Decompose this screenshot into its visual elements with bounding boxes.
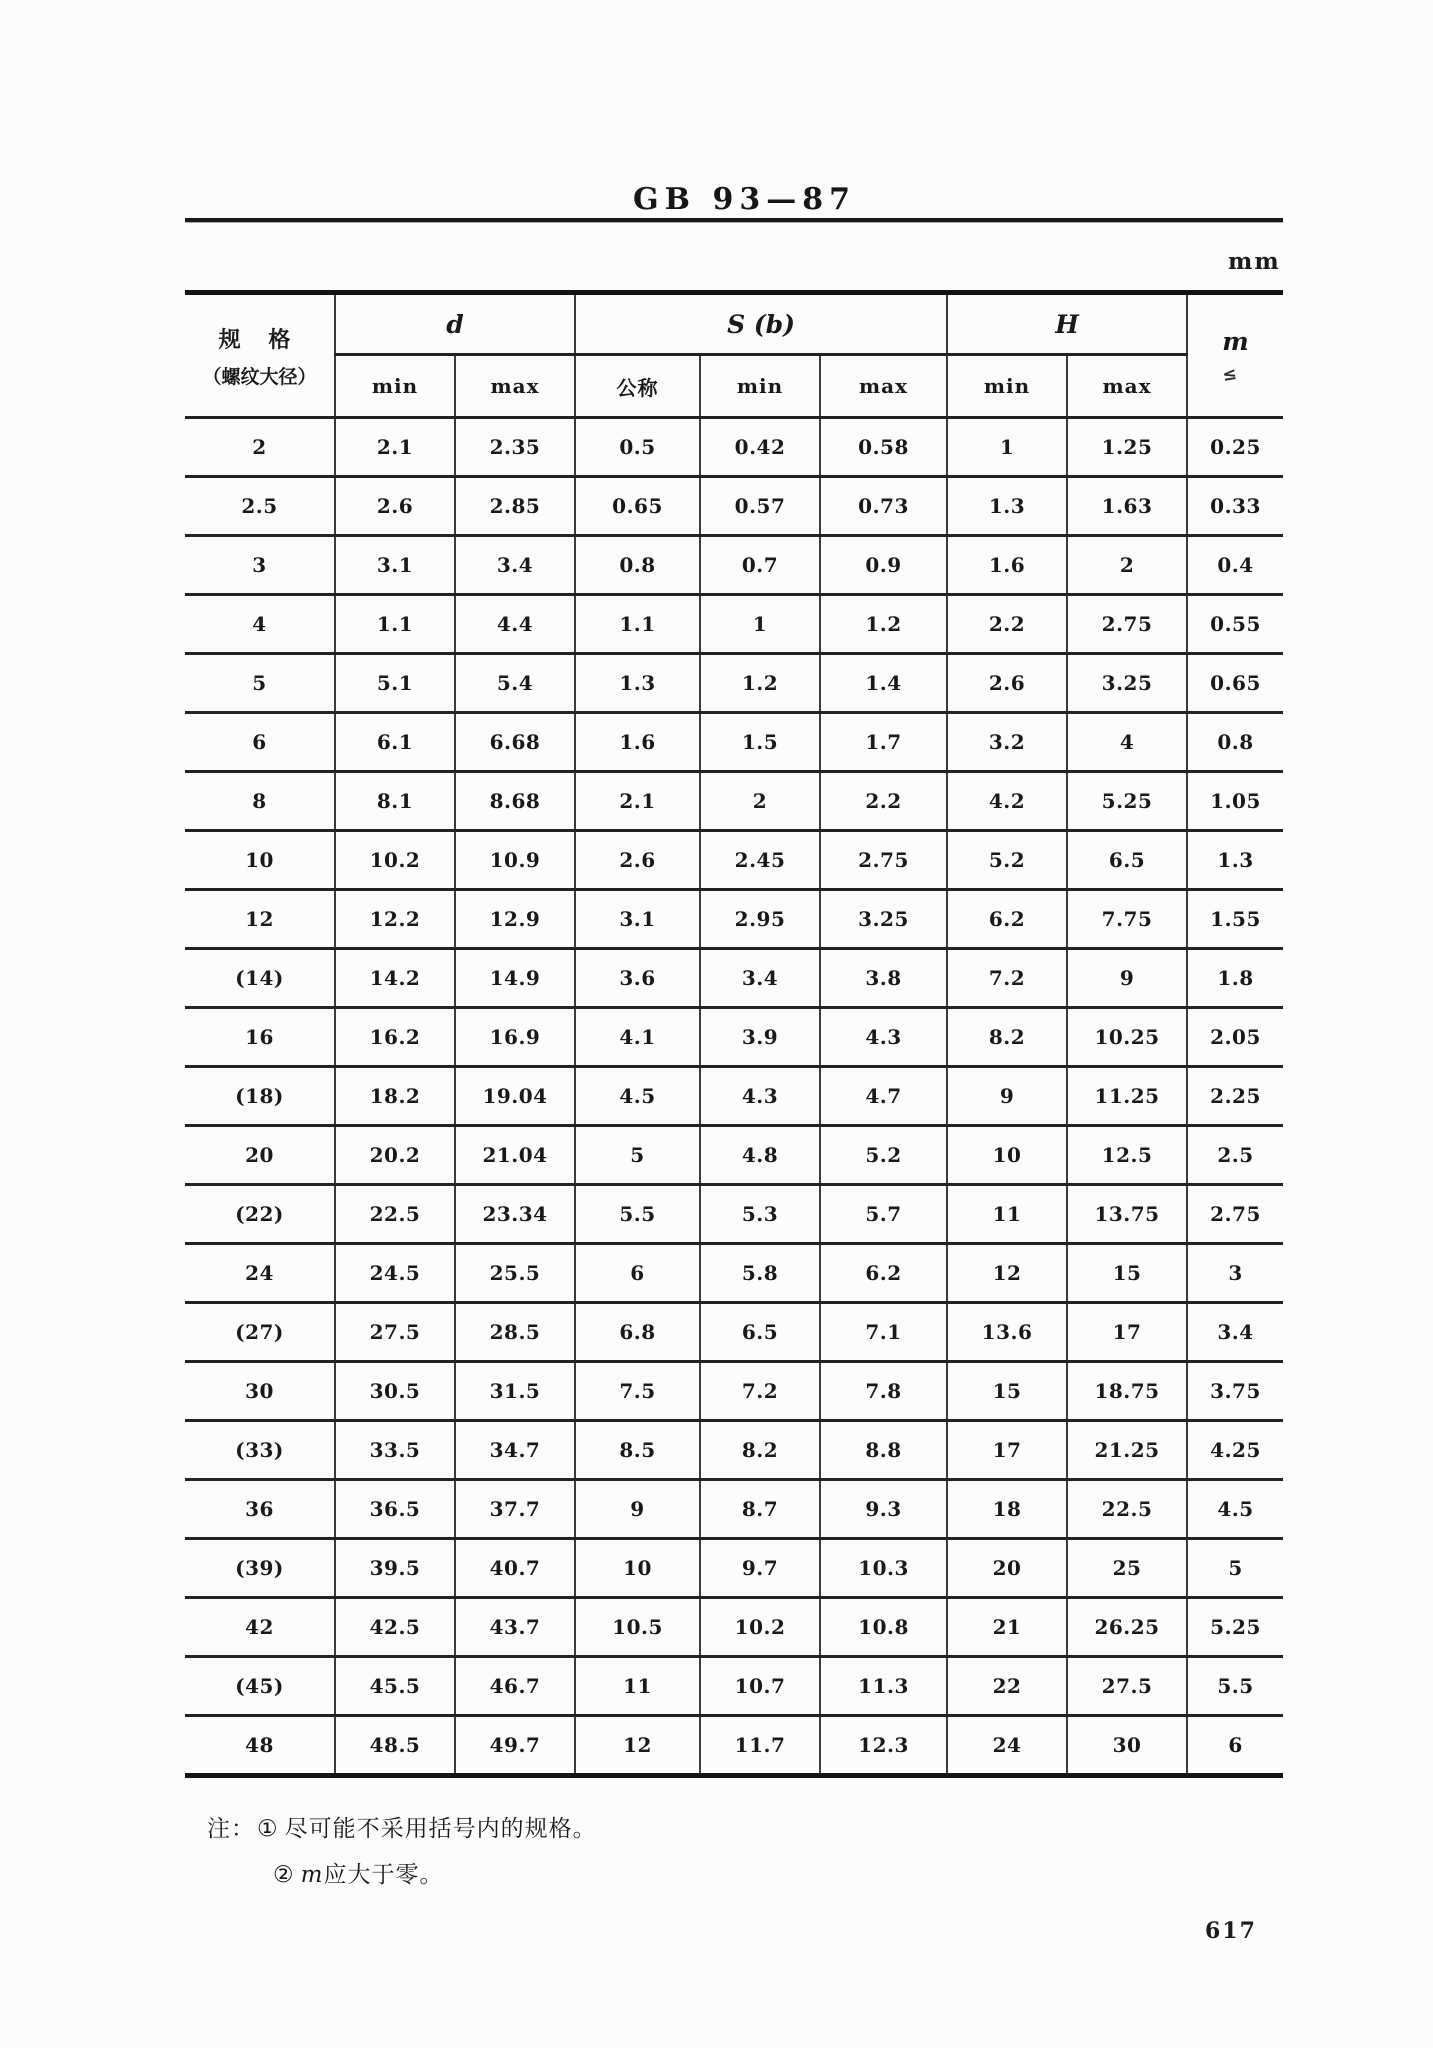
table-row (185, 418, 1283, 477)
cell-s_max: 3.8 (820, 949, 947, 1008)
cell-h_min: 8.2 (947, 1008, 1067, 1067)
header-group-h: H (947, 293, 1187, 355)
header-spec-title: 规 格 (218, 326, 301, 353)
cell-d_max: 19.04 (455, 1067, 575, 1126)
cell-s_max: 9.3 (820, 1480, 947, 1539)
cell-spec: 36 (185, 1480, 335, 1539)
cell-d_min: 8.1 (335, 772, 455, 831)
table-row (185, 831, 1283, 890)
cell-d_min: 20.2 (335, 1126, 455, 1185)
cell-h_min: 13.6 (947, 1303, 1067, 1362)
cell-h_max: 2.75 (1067, 595, 1187, 654)
cell-d_max: 3.4 (455, 536, 575, 595)
cell-h_max: 6.5 (1067, 831, 1187, 890)
note-text-1: 尽可能不采用括号内的规格。 (284, 1816, 597, 1842)
cell-d_min: 48.5 (335, 1716, 455, 1776)
cell-s_max: 12.3 (820, 1716, 947, 1776)
cell-m_max: 0.4 (1187, 536, 1283, 595)
notes-prefix: 注： (207, 1816, 255, 1842)
cell-s_max: 3.25 (820, 890, 947, 949)
cell-spec: (45) (185, 1657, 335, 1716)
cell-s_nominal: 4.5 (575, 1067, 700, 1126)
cell-s_min: 4.8 (700, 1126, 820, 1185)
cell-s_min: 11.7 (700, 1716, 820, 1776)
table-row (185, 1480, 1283, 1539)
note-line-1 (207, 1806, 597, 1852)
header-group-d: d (335, 293, 575, 355)
cell-h_min: 24 (947, 1716, 1067, 1776)
table-row (185, 1185, 1283, 1244)
cell-s_nominal: 2.6 (575, 831, 700, 890)
cell-s_nominal: 4.1 (575, 1008, 700, 1067)
cell-h_max: 2 (1067, 536, 1187, 595)
cell-d_min: 27.5 (335, 1303, 455, 1362)
cell-spec: (22) (185, 1185, 335, 1244)
cell-spec: (27) (185, 1303, 335, 1362)
cell-s_min: 2.45 (700, 831, 820, 890)
cell-m_max: 6 (1187, 1716, 1283, 1776)
cell-spec: (33) (185, 1421, 335, 1480)
cell-spec: 6 (185, 713, 335, 772)
table-row (185, 536, 1283, 595)
cell-s_max: 1.7 (820, 713, 947, 772)
header-spec-subtitle: （螺纹大径） (202, 365, 317, 388)
table-row (185, 713, 1283, 772)
cell-s_min: 8.7 (700, 1480, 820, 1539)
cell-d_max: 16.9 (455, 1008, 575, 1067)
cell-s_max: 0.9 (820, 536, 947, 595)
cell-s_nominal: 3.6 (575, 949, 700, 1008)
cell-spec: (18) (185, 1067, 335, 1126)
cell-d_min: 45.5 (335, 1657, 455, 1716)
cell-spec: 30 (185, 1362, 335, 1421)
cell-h_min: 2.6 (947, 654, 1067, 713)
table-row (185, 1244, 1283, 1303)
cell-h_min: 21 (947, 1598, 1067, 1657)
table-row (185, 1126, 1283, 1185)
cell-m_max: 4.5 (1187, 1480, 1283, 1539)
cell-h_min: 2.2 (947, 595, 1067, 654)
table-row (185, 1362, 1283, 1421)
cell-h_min: 10 (947, 1126, 1067, 1185)
cell-h_max: 15 (1067, 1244, 1187, 1303)
cell-d_max: 12.9 (455, 890, 575, 949)
cell-h_max: 1.25 (1067, 418, 1187, 477)
cell-m_max: 1.05 (1187, 772, 1283, 831)
cell-s_nominal: 6.8 (575, 1303, 700, 1362)
cell-d_min: 36.5 (335, 1480, 455, 1539)
cell-h_min: 12 (947, 1244, 1067, 1303)
cell-h_min: 1.3 (947, 477, 1067, 536)
cell-s_min: 0.7 (700, 536, 820, 595)
cell-h_max: 1.63 (1067, 477, 1187, 536)
cell-m_max: 5 (1187, 1539, 1283, 1598)
cell-s_max: 8.8 (820, 1421, 947, 1480)
note-text-2: 应大于零。 (323, 1862, 444, 1888)
cell-h_min: 9 (947, 1067, 1067, 1126)
cell-d_max: 2.35 (455, 418, 575, 477)
cell-d_min: 24.5 (335, 1244, 455, 1303)
cell-s_min: 0.42 (700, 418, 820, 477)
cell-m_max: 1.3 (1187, 831, 1283, 890)
cell-s_nominal: 5.5 (575, 1185, 700, 1244)
cell-h_max: 13.75 (1067, 1185, 1187, 1244)
cell-s_max: 10.3 (820, 1539, 947, 1598)
cell-m_max: 3.75 (1187, 1362, 1283, 1421)
cell-d_max: 25.5 (455, 1244, 575, 1303)
cell-h_min: 1 (947, 418, 1067, 477)
cell-m_max: 0.55 (1187, 595, 1283, 654)
cell-d_max: 21.04 (455, 1126, 575, 1185)
title-divider-rule (185, 218, 1283, 222)
cell-h_max: 17 (1067, 1303, 1187, 1362)
cell-d_max: 14.9 (455, 949, 575, 1008)
table-row (185, 1539, 1283, 1598)
page-number: 617 (1205, 1918, 1257, 1944)
cell-d_max: 10.9 (455, 831, 575, 890)
cell-d_max: 2.85 (455, 477, 575, 536)
standard-code-title: GB 93—87 (633, 182, 856, 217)
cell-spec: 16 (185, 1008, 335, 1067)
dimension-table (185, 290, 1283, 1778)
cell-h_max: 5.25 (1067, 772, 1187, 831)
cell-h_max: 7.75 (1067, 890, 1187, 949)
cell-m_max: 0.33 (1187, 477, 1283, 536)
cell-s_max: 5.7 (820, 1185, 947, 1244)
cell-s_max: 0.58 (820, 418, 947, 477)
cell-m_max: 3 (1187, 1244, 1283, 1303)
cell-s_nominal: 9 (575, 1480, 700, 1539)
cell-h_max: 30 (1067, 1716, 1187, 1776)
cell-h_max: 10.25 (1067, 1008, 1187, 1067)
cell-spec: 3 (185, 536, 335, 595)
table-row (185, 772, 1283, 831)
cell-d_max: 4.4 (455, 595, 575, 654)
cell-h_min: 20 (947, 1539, 1067, 1598)
cell-d_min: 12.2 (335, 890, 455, 949)
cell-s_min: 10.7 (700, 1657, 820, 1716)
cell-spec: 24 (185, 1244, 335, 1303)
cell-s_max: 7.8 (820, 1362, 947, 1421)
cell-d_max: 23.34 (455, 1185, 575, 1244)
note-marker-1: ① (257, 1816, 279, 1842)
cell-d_max: 49.7 (455, 1716, 575, 1776)
cell-m_max: 4.25 (1187, 1421, 1283, 1480)
cell-s_min: 1 (700, 595, 820, 654)
table-row (185, 1716, 1283, 1776)
cell-s_min: 3.9 (700, 1008, 820, 1067)
cell-d_max: 40.7 (455, 1539, 575, 1598)
cell-h_max: 11.25 (1067, 1067, 1187, 1126)
table-row (185, 1067, 1283, 1126)
cell-d_max: 31.5 (455, 1362, 575, 1421)
cell-d_min: 33.5 (335, 1421, 455, 1480)
cell-s_nominal: 8.5 (575, 1421, 700, 1480)
cell-s_nominal: 0.5 (575, 418, 700, 477)
cell-spec: 2.5 (185, 477, 335, 536)
table-row (185, 477, 1283, 536)
cell-s_max: 7.1 (820, 1303, 947, 1362)
table-body (185, 418, 1283, 1776)
cell-h_min: 7.2 (947, 949, 1067, 1008)
cell-s_max: 11.3 (820, 1657, 947, 1716)
cell-h_min: 11 (947, 1185, 1067, 1244)
cell-s_nominal: 7.5 (575, 1362, 700, 1421)
subheader-d-max: max (455, 355, 575, 418)
table-row (185, 1657, 1283, 1716)
cell-d_min: 3.1 (335, 536, 455, 595)
note-line-2 (207, 1852, 597, 1898)
cell-spec: 42 (185, 1598, 335, 1657)
cell-s_max: 2.2 (820, 772, 947, 831)
cell-s_min: 7.2 (700, 1362, 820, 1421)
cell-spec: (39) (185, 1539, 335, 1598)
cell-h_max: 18.75 (1067, 1362, 1187, 1421)
cell-d_max: 34.7 (455, 1421, 575, 1480)
cell-s_nominal: 0.8 (575, 536, 700, 595)
cell-s_min: 6.5 (700, 1303, 820, 1362)
cell-s_min: 1.2 (700, 654, 820, 713)
cell-d_max: 37.7 (455, 1480, 575, 1539)
cell-s_min: 1.5 (700, 713, 820, 772)
table-row (185, 890, 1283, 949)
cell-m_max: 2.75 (1187, 1185, 1283, 1244)
cell-h_min: 18 (947, 1480, 1067, 1539)
cell-d_min: 30.5 (335, 1362, 455, 1421)
cell-h_min: 15 (947, 1362, 1067, 1421)
cell-s_max: 0.73 (820, 477, 947, 536)
cell-d_max: 46.7 (455, 1657, 575, 1716)
cell-h_max: 25 (1067, 1539, 1187, 1598)
cell-s_max: 6.2 (820, 1244, 947, 1303)
cell-s_min: 2.95 (700, 890, 820, 949)
cell-s_nominal: 10.5 (575, 1598, 700, 1657)
subheader-s-nominal: 公称 (575, 355, 700, 418)
header-group-s: S (b) (575, 293, 947, 355)
cell-s_nominal: 12 (575, 1716, 700, 1776)
cell-h_min: 22 (947, 1657, 1067, 1716)
cell-m_max: 5.5 (1187, 1657, 1283, 1716)
cell-s_min: 9.7 (700, 1539, 820, 1598)
cell-spec: 4 (185, 595, 335, 654)
cell-s_min: 0.57 (700, 477, 820, 536)
note-marker-2: ② (273, 1862, 295, 1888)
cell-s_min: 8.2 (700, 1421, 820, 1480)
cell-spec: 2 (185, 418, 335, 477)
cell-h_min: 1.6 (947, 536, 1067, 595)
cell-m_max: 2.05 (1187, 1008, 1283, 1067)
cell-h_max: 9 (1067, 949, 1187, 1008)
cell-s_nominal: 1.1 (575, 595, 700, 654)
table-row (185, 949, 1283, 1008)
table-row (185, 1421, 1283, 1480)
cell-s_max: 2.75 (820, 831, 947, 890)
cell-m_max: 0.65 (1187, 654, 1283, 713)
cell-s_max: 1.4 (820, 654, 947, 713)
cell-h_min: 6.2 (947, 890, 1067, 949)
cell-spec: 20 (185, 1126, 335, 1185)
table-row (185, 595, 1283, 654)
cell-s_max: 5.2 (820, 1126, 947, 1185)
cell-h_min: 5.2 (947, 831, 1067, 890)
header-m: m ≤ (1187, 293, 1283, 418)
cell-h_max: 22.5 (1067, 1480, 1187, 1539)
cell-s_nominal: 1.6 (575, 713, 700, 772)
cell-s_nominal: 2.1 (575, 772, 700, 831)
cell-d_min: 6.1 (335, 713, 455, 772)
cell-s_max: 4.7 (820, 1067, 947, 1126)
note-2-variable: m (300, 1862, 324, 1888)
cell-s_min: 4.3 (700, 1067, 820, 1126)
cell-s_min: 5.8 (700, 1244, 820, 1303)
cell-d_max: 8.68 (455, 772, 575, 831)
notes (207, 1806, 597, 1898)
cell-h_min: 17 (947, 1421, 1067, 1480)
cell-spec: 5 (185, 654, 335, 713)
cell-d_min: 1.1 (335, 595, 455, 654)
cell-d_min: 2.6 (335, 477, 455, 536)
cell-s_max: 4.3 (820, 1008, 947, 1067)
cell-m_max: 0.8 (1187, 713, 1283, 772)
cell-d_max: 5.4 (455, 654, 575, 713)
cell-d_min: 10.2 (335, 831, 455, 890)
table-header (185, 293, 1283, 418)
cell-d_min: 18.2 (335, 1067, 455, 1126)
cell-h_max: 27.5 (1067, 1657, 1187, 1716)
cell-m_max: 2.5 (1187, 1126, 1283, 1185)
cell-spec: 12 (185, 890, 335, 949)
cell-s_nominal: 1.3 (575, 654, 700, 713)
cell-d_max: 43.7 (455, 1598, 575, 1657)
cell-m_max: 5.25 (1187, 1598, 1283, 1657)
subheader-s-min: min (700, 355, 820, 418)
cell-s_nominal: 5 (575, 1126, 700, 1185)
table-row (185, 1303, 1283, 1362)
cell-s_nominal: 11 (575, 1657, 700, 1716)
cell-s_nominal: 6 (575, 1244, 700, 1303)
cell-h_max: 26.25 (1067, 1598, 1187, 1657)
cell-d_min: 14.2 (335, 949, 455, 1008)
subheader-h-min: min (947, 355, 1067, 418)
cell-m_max: 2.25 (1187, 1067, 1283, 1126)
table-row (185, 654, 1283, 713)
cell-s_min: 10.2 (700, 1598, 820, 1657)
cell-h_max: 12.5 (1067, 1126, 1187, 1185)
cell-d_min: 42.5 (335, 1598, 455, 1657)
cell-m_max: 0.25 (1187, 418, 1283, 477)
cell-d_min: 22.5 (335, 1185, 455, 1244)
cell-spec: 48 (185, 1716, 335, 1776)
cell-spec: 10 (185, 831, 335, 890)
cell-d_max: 6.68 (455, 713, 575, 772)
cell-s_nominal: 0.65 (575, 477, 700, 536)
subheader-h-max: max (1067, 355, 1187, 418)
cell-d_max: 28.5 (455, 1303, 575, 1362)
subheader-s-max: max (820, 355, 947, 418)
cell-s_nominal: 3.1 (575, 890, 700, 949)
cell-s_min: 2 (700, 772, 820, 831)
subheader-d-min: min (335, 355, 455, 418)
cell-s_max: 1.2 (820, 595, 947, 654)
cell-m_max: 3.4 (1187, 1303, 1283, 1362)
cell-m_max: 1.8 (1187, 949, 1283, 1008)
unit-label: mm (1228, 248, 1281, 275)
cell-d_min: 2.1 (335, 418, 455, 477)
table-row (185, 1598, 1283, 1657)
cell-d_min: 39.5 (335, 1539, 455, 1598)
cell-m_max: 1.55 (1187, 890, 1283, 949)
cell-d_min: 5.1 (335, 654, 455, 713)
less-equal-symbol: ≤ (1221, 363, 1239, 386)
cell-spec: 8 (185, 772, 335, 831)
cell-s_min: 3.4 (700, 949, 820, 1008)
cell-s_nominal: 10 (575, 1539, 700, 1598)
table-row (185, 1008, 1283, 1067)
cell-s_max: 10.8 (820, 1598, 947, 1657)
cell-h_max: 21.25 (1067, 1421, 1187, 1480)
cell-h_max: 4 (1067, 713, 1187, 772)
cell-h_min: 4.2 (947, 772, 1067, 831)
cell-s_min: 5.3 (700, 1185, 820, 1244)
cell-h_max: 3.25 (1067, 654, 1187, 713)
cell-d_min: 16.2 (335, 1008, 455, 1067)
cell-h_min: 3.2 (947, 713, 1067, 772)
cell-spec: (14) (185, 949, 335, 1008)
header-spec (185, 293, 335, 418)
